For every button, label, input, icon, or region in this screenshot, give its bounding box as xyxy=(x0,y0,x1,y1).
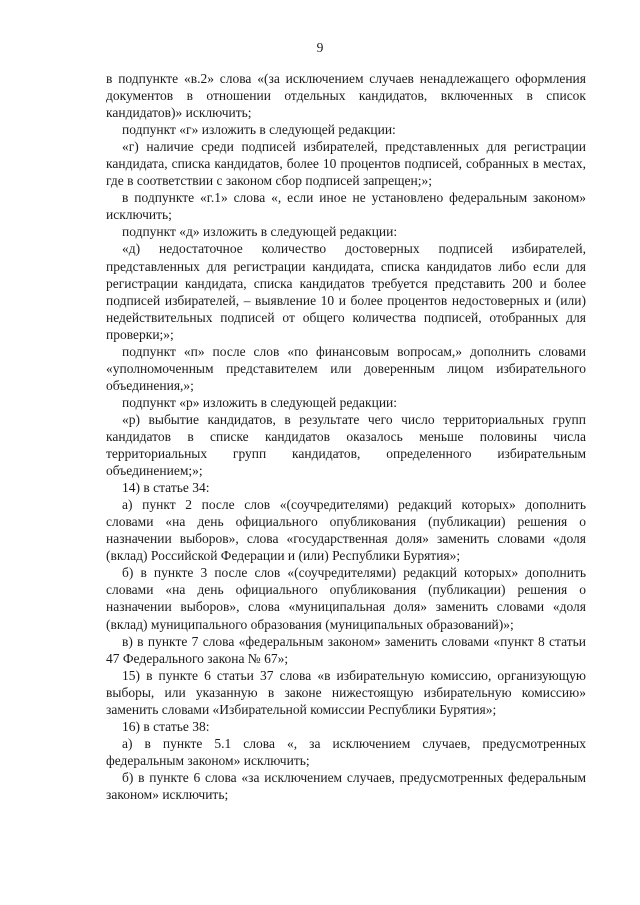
paragraph: 14) в статье 34: xyxy=(122,480,210,496)
paragraph: а) пункт 2 после слов «(соучредителями) редакций которых» дополнить словами «на день официального опубликования (публикации) решения о назначении выборов», слова «государственная доля» заменить словами «доля (вклад) Российской Федерации и (или) Республики Бурятия»; xyxy=(106,497,586,564)
paragraph: подпункт «п» после слов «по финансовым вопросам,» дополнить словами «уполномоченным представителем или доверенным лицом избирательного объединения,»; xyxy=(106,343,586,393)
paragraph: б) в пункте 6 слова «за исключением случаев, предусмотренных федеральным законом» исключить; xyxy=(106,769,586,802)
paragraph: подпункт «д» изложить в следующей редакции: xyxy=(122,224,398,240)
paragraph: 16) в статье 38: xyxy=(122,718,210,734)
text-body xyxy=(106,70,586,803)
page-number: 9 xyxy=(316,40,324,55)
paragraph: 15) в пункте 6 статьи 37 слова «в избирательную комиссию, организующую выборы, или указанную в законе нижестоящую избирательную комиссию» заменить словами «Избирательной комиссии Республики Бурятия»; xyxy=(106,667,586,717)
paragraph: «г) наличие среди подписей избирателей, представленных для регистрации кандидата, списка кандидатов, более 10 процентов подписей, собранных в местах, где в соответствии с законом сбор подписей запрещен;»; xyxy=(106,139,586,189)
paragraph: а) в пункте 5.1 слова «, за исключением случаев, предусмотренных федеральным законом» исключить; xyxy=(106,735,586,768)
paragraph: «р) выбытие кандидатов, в результате чего число территориальных групп кандидатов в списке кандидатов оказалось меньше половины числа территориальных групп кандидатов, определенного избирательным объединением;»; xyxy=(106,411,586,479)
paragraph: в подпункте «в.2» слова «(за исключением случаев ненадлежащего оформления документов в отношении отдельных кандидатов, включенных в список кандидатов)» исключить; xyxy=(106,71,586,121)
paragraph: в) в пункте 7 слова «федеральным законом» заменить словами «пункт 8 статьи 47 Федерального закона № 67»; xyxy=(106,633,586,666)
paragraph: подпункт «г» изложить в следующей редакции: xyxy=(122,122,396,138)
paragraph: б) в пункте 3 после слов «(соучредителями) редакций которых» дополнить словами «на день официального опубликования (публикации) решения о назначении выборов», слова «муниципальная доля» заменить словами «доля (вклад) муниципального образования (муниципальных образований)»; xyxy=(106,565,586,632)
paragraph: «д) недостаточное количество достоверных подписей избирателей, представленных для регистрации кандидата, списка кандидатов либо если для регистрации кандидата, списка кандидатов требуется представить 200 и более подписей избирателей, – выявление 10 и более процентов недостоверных и (или) недействительных подписей от общего количества подписей, отобранных для проверки;»; xyxy=(106,241,586,342)
paragraph: в подпункте «г.1» слова «, если иное не установлено федеральным законом» исключить; xyxy=(106,190,586,223)
paragraph: подпункт «р» изложить в следующей редакции: xyxy=(122,394,398,410)
